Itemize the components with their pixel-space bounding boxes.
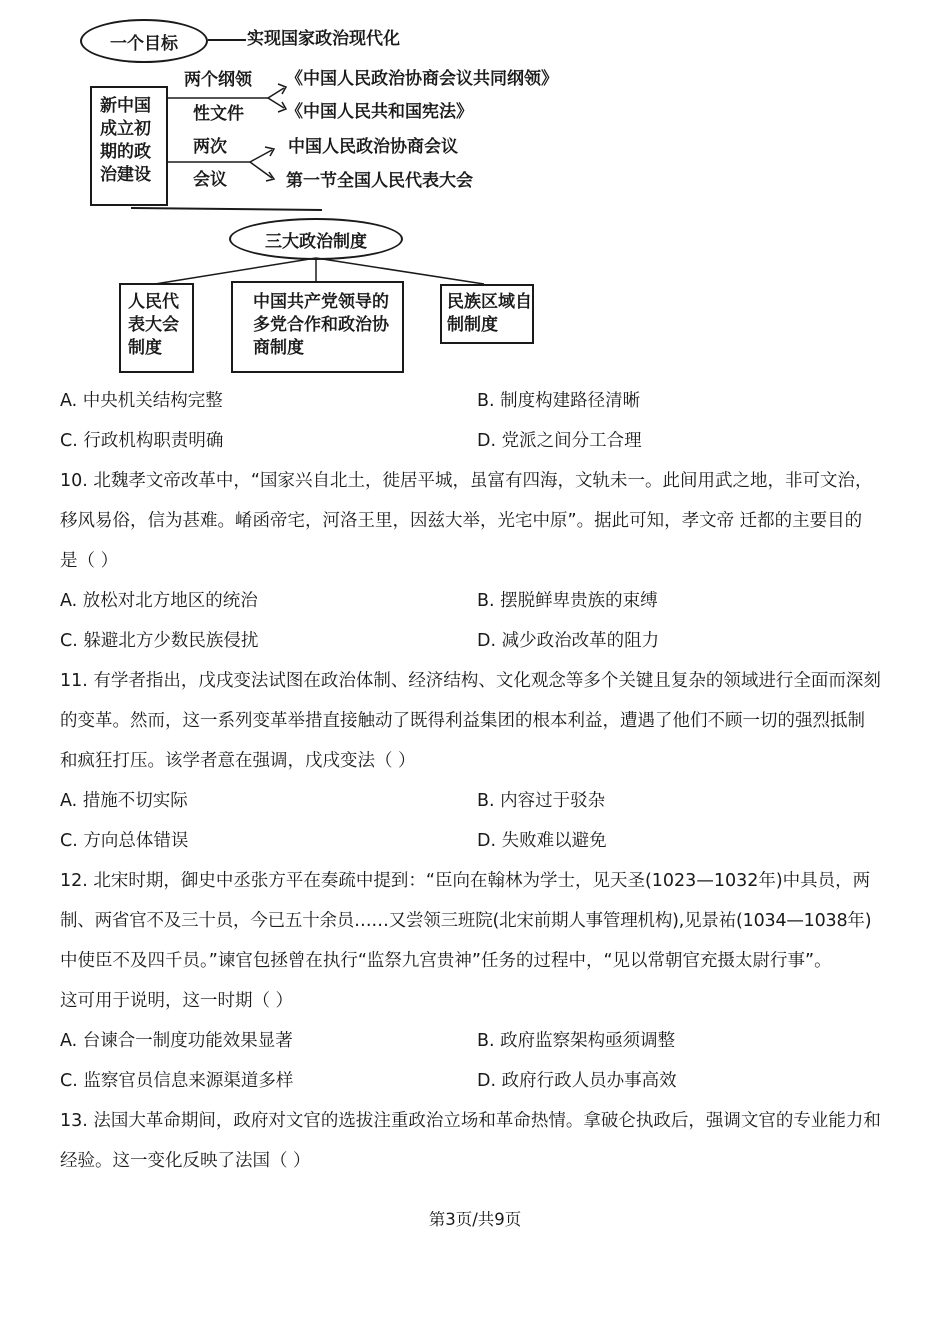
page-number: 第3页/共9页: [428, 1210, 522, 1229]
left-box: [90, 86, 168, 206]
q9-option-b: B. 制度构建路径清晰: [477, 391, 641, 411]
q12-stem-line2: 制、两省官不及三十员，今已五十余员……又尝领三班院(北宋前期人事管理机构),见景祐(1034—1038年): [60, 911, 872, 931]
q13-stem-line2: 经验。这一变化反映了法国（ ）: [60, 1151, 311, 1171]
document-1: 《中国人民政治协商会议共同纲领》: [286, 69, 558, 89]
q10-option-c: C. 躲避北方少数民族侵扰: [60, 631, 259, 651]
q10-option-d: D. 减少政治改革的阻力: [477, 631, 660, 651]
system-2-label: 中国共产党领导的多党合作和政治协商制度: [253, 292, 389, 358]
q13-stem-line1: 13. 法国大革命期间，政府对文官的选拔注重政治立场和革命热情。拿破仑执政后，强调文官的专业能力和: [60, 1111, 881, 1131]
q11-stem-line1: 11. 有学者指出，戊戌变法试图在政治体制、经济结构、文化观念等多个关键且复杂的领域进行全面而深刻: [60, 671, 881, 691]
label-documents-line2: 性文件: [193, 104, 244, 124]
q12-option-c: C. 监察官员信息来源渠道多样: [60, 1071, 294, 1091]
document-2: 《中国人民共和国宪法》: [286, 102, 473, 122]
label-meetings-line2: 会议: [193, 170, 227, 190]
system-box-3: [440, 284, 534, 344]
q11-stem-line3: 和疯狂打压。该学者意在强调，戊戌变法（ ）: [60, 751, 416, 771]
goal-oval: [80, 19, 208, 63]
meeting-1: 中国人民政治协商会议: [288, 137, 458, 157]
q12-option-a: A. 台谏合一制度功能效果显著: [60, 1031, 293, 1051]
q10-option-b: B. 摆脱鲜卑贵族的束缚: [477, 591, 658, 611]
q11-option-b: B. 内容过于驳杂: [477, 791, 606, 811]
q11-option-c: C. 方向总体错误: [60, 831, 189, 851]
q9-option-a: A. 中央机关结构完整: [60, 391, 223, 411]
system-3-label: 民族区域自制制度: [447, 292, 532, 335]
system-box-1: [119, 283, 194, 373]
goal-text: 实现国家政治现代化: [247, 29, 400, 49]
q10-stem-line1: 10. 北魏孝文帝改革中，“国家兴自北土，徙居平城，虽富有四海，文轨未一。此间用武之地，非可文治，: [60, 471, 873, 491]
system-1-label: 人民代表大会制度: [128, 292, 179, 358]
q10-stem-line2: 移风易俗，信为甚难。崤函帝宅，河洛王里，因兹大举，光宅中原”。据此可知，孝文帝 迁都的主要目的: [60, 511, 863, 531]
q12-option-d: D. 政府行政人员办事高效: [477, 1071, 677, 1091]
goal-oval-label: 一个目标: [110, 33, 178, 54]
systems-oval-label: 三大政治制度: [265, 231, 367, 252]
q12-option-b: B. 政府监察架构亟须调整: [477, 1031, 676, 1051]
political-construction-diagram: [0, 0, 950, 380]
q9-option-c: C. 行政机构职责明确: [60, 431, 224, 451]
q10-stem-line3: 是（ ）: [60, 551, 119, 571]
q11-stem-line2: 的变革。然而，这一系列变革举措直接触动了既得利益集团的根本利益，遭遇了他们不顾一切的强烈抵制: [60, 711, 865, 731]
q11-option-d: D. 失败难以避免: [477, 831, 607, 851]
label-documents-line1: 两个纲领: [184, 70, 252, 90]
q12-stem-line4: 这可用于说明，这一时期（ ）: [60, 991, 294, 1011]
q12-stem-line1: 12. 北宋时期，御史中丞张方平在奏疏中提到：“臣向在翰林为学士，见天圣(1023—1032年)中具员，两: [60, 871, 871, 891]
left-box-label: 新中国成立初期的政治建设: [100, 96, 151, 185]
system-box-2: [231, 281, 404, 373]
q10-option-a: A. 放松对北方地区的统治: [60, 591, 258, 611]
meeting-2: 第一节全国人民代表大会: [286, 171, 473, 191]
q11-option-a: A. 措施不切实际: [60, 791, 188, 811]
systems-oval: [229, 218, 403, 260]
q12-stem-line3: 中使臣不及四千员。”谏官包拯曾在执行“监祭九宫贵神”任务的过程中，“见以常朝官充摄太尉行事”。: [60, 951, 832, 971]
label-meetings-line1: 两次: [193, 137, 227, 157]
q9-option-d: D. 党派之间分工合理: [477, 431, 642, 451]
